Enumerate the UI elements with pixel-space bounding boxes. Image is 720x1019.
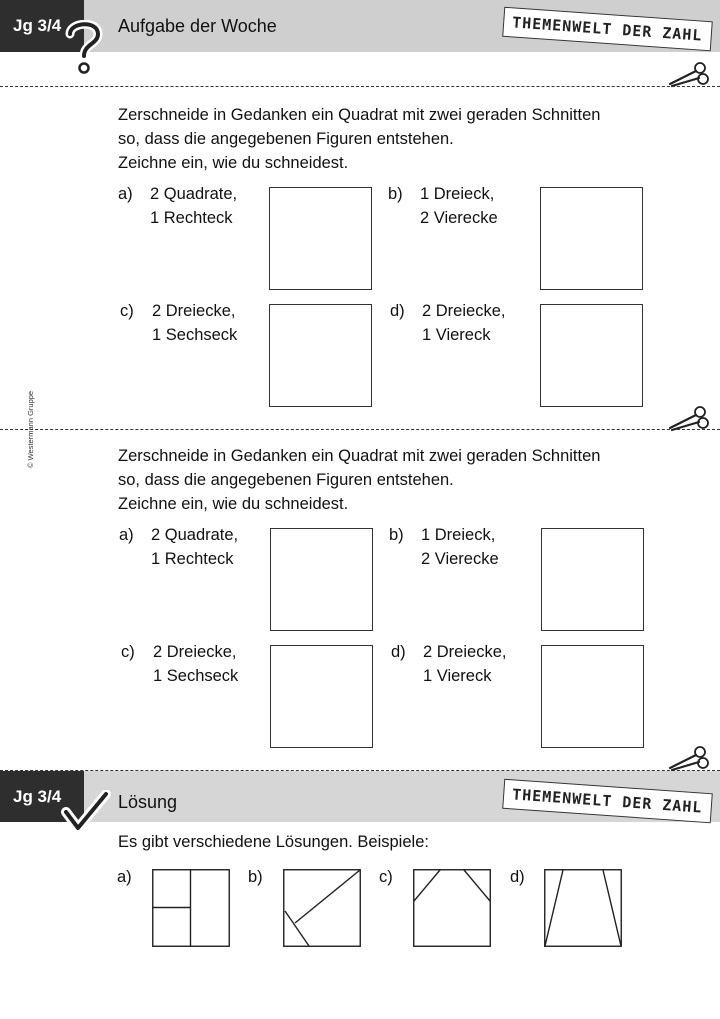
- solution-label: a): [117, 868, 132, 886]
- scissors-icon: [668, 404, 710, 432]
- cut-line: [0, 86, 720, 87]
- instruction-line: so, dass die angegebenen Figuren entstehen.: [118, 471, 454, 489]
- task-text: 1 Sechseck: [152, 326, 238, 344]
- solution-intro: Es gibt verschiedene Lösungen. Beispiele:: [118, 833, 429, 851]
- instruction-line: Zeichne ein, wie du schneidest.: [118, 154, 349, 172]
- solution-label: c): [379, 868, 393, 886]
- task-b: [389, 523, 499, 571]
- solution-figure-c: [413, 869, 491, 947]
- task-d: [391, 640, 506, 688]
- drawing-square[interactable]: [541, 528, 644, 631]
- task-text: 1 Rechteck: [151, 550, 234, 568]
- task-label: b): [388, 185, 403, 203]
- task-text: 1 Sechseck: [153, 667, 239, 685]
- cut-line: [0, 429, 720, 430]
- grade-badge: Jg 3/4: [0, 0, 84, 52]
- task-text: 2 Dreiecke,: [153, 643, 237, 661]
- drawing-square[interactable]: [270, 645, 373, 748]
- solution-figure-b: [283, 869, 361, 947]
- task-text: 2 Dreiecke,: [423, 643, 507, 661]
- scissors-icon: [668, 744, 710, 772]
- task-label: a): [118, 185, 133, 203]
- drawing-square[interactable]: [269, 304, 372, 407]
- task-text: 1 Viereck: [422, 326, 491, 344]
- drawing-square[interactable]: [540, 187, 643, 290]
- task-c: [120, 299, 237, 347]
- task-c: [121, 640, 238, 688]
- task-text: 2 Quadrate,: [151, 526, 239, 544]
- task-text: 1 Viereck: [423, 667, 492, 685]
- drawing-square[interactable]: [269, 187, 372, 290]
- brand-stamp: THEMENWELT DER ZAHL: [502, 779, 712, 823]
- instruction-line: so, dass die angegebenen Figuren entstehen.: [118, 130, 454, 148]
- task-a: [118, 182, 237, 230]
- drawing-square[interactable]: [541, 645, 644, 748]
- checkmark-icon: [60, 790, 112, 836]
- solution-figure-d: [544, 869, 622, 947]
- drawing-square[interactable]: [270, 528, 373, 631]
- drawing-square[interactable]: [540, 304, 643, 407]
- task-text: 2 Dreiecke,: [422, 302, 506, 320]
- page-title: Aufgabe der Woche: [118, 16, 277, 36]
- task-instructions: [118, 444, 600, 516]
- scissors-icon: [668, 60, 710, 88]
- task-text: 1 Dreieck,: [420, 185, 495, 203]
- task-label: c): [121, 643, 135, 661]
- task-text: 2 Vierecke: [421, 550, 499, 568]
- solution-label: b): [248, 868, 263, 886]
- task-d: [390, 299, 505, 347]
- task-label: d): [390, 302, 405, 320]
- instruction-line: Zerschneide in Gedanken ein Quadrat mit zwei geraden Schnitten: [118, 447, 601, 465]
- task-label: b): [389, 526, 404, 544]
- solution-title: Lösung: [118, 792, 178, 812]
- solution-label: d): [510, 868, 525, 886]
- task-text: 1 Dreieck,: [421, 526, 496, 544]
- task-b: [388, 182, 498, 230]
- solution-figure-a: [152, 869, 230, 947]
- brand-stamp: THEMENWELT DER ZAHL: [502, 7, 712, 51]
- instruction-line: Zerschneide in Gedanken ein Quadrat mit zwei geraden Schnitten: [118, 106, 601, 124]
- grade-badge: Jg 3/4: [0, 771, 84, 822]
- task-text: 2 Quadrate,: [150, 185, 238, 203]
- task-label: d): [391, 643, 406, 661]
- task-a: [119, 523, 238, 571]
- task-text: 2 Vierecke: [420, 209, 498, 227]
- copyright-note: © Westermann Gruppe: [26, 390, 35, 468]
- instruction-line: Zeichne ein, wie du schneidest.: [118, 495, 349, 513]
- task-label: c): [120, 302, 134, 320]
- task-label: a): [119, 526, 134, 544]
- task-instructions: [118, 103, 600, 175]
- task-text: 2 Dreiecke,: [152, 302, 236, 320]
- task-text: 1 Rechteck: [150, 209, 233, 227]
- question-mark-icon: [64, 20, 104, 76]
